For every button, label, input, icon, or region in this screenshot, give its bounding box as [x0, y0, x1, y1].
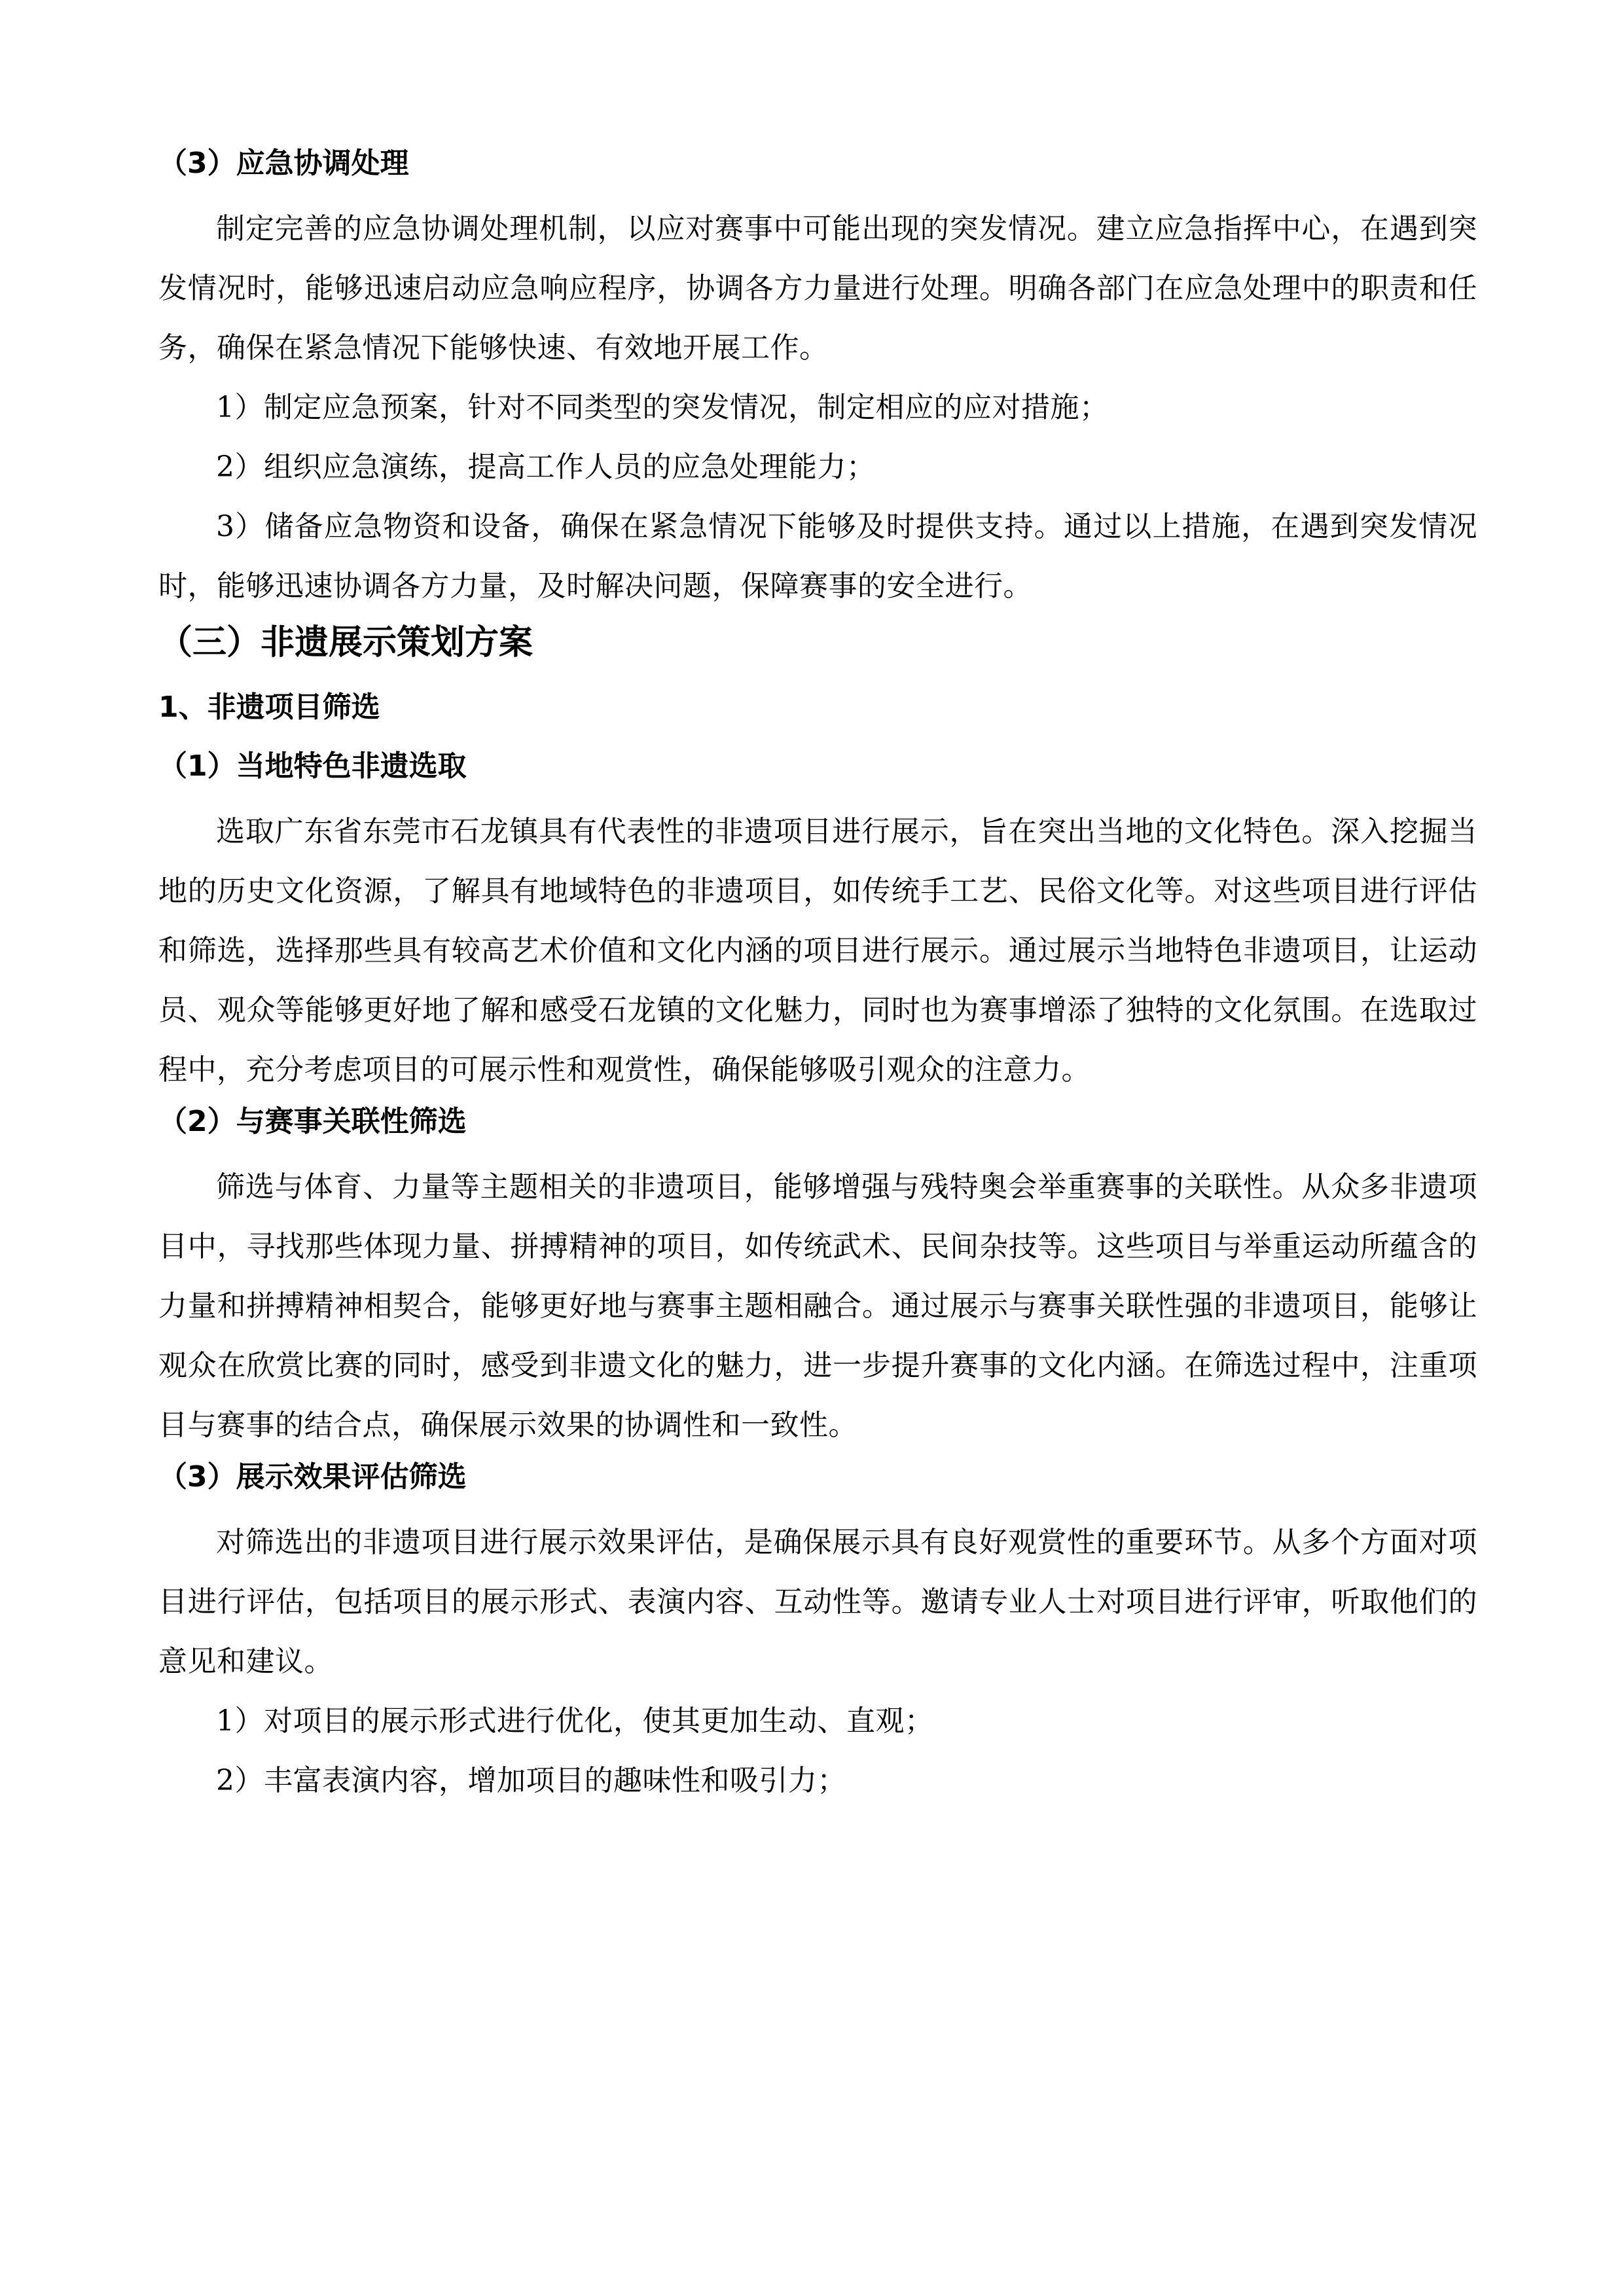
heading-display-evaluation: （3）展示效果评估筛选: [158, 1460, 467, 1494]
paragraph-local-heritage: 选取广东省东莞市石龙镇具有代表性的非遗项目进行展示，旨在突出当地的文化特色。深入挖掘当地的历史文化资源，了解具有地域特色的非遗项目，如传统手工艺、民俗文化等。对这些项目进行评估和筛选，选择那些具有较高艺术价值和文化内涵的项目进行展示。通过展示当地特色非遗项目，让运动员、观众等能够更好地了解和感受石龙镇的文化魅力，同时也为赛事增添了独特的文化氛围。在选取过程中，充分考虑项目的可展示性和观赏性，确保能够吸引观众的注意力。: [158, 815, 1477, 1086]
list-item-emergency-drill: 2）组织应急演练，提高工作人员的应急处理能力；: [216, 450, 876, 484]
heading-emergency-coordination: （3）应急协调处理: [158, 147, 409, 180]
list-item-emergency-supplies: 3）储备应急物资和设备，确保在紧急情况下能够及时提供支持。通过以上措施，在遇到突发情况时，能够迅速协调各方力量，及时解决问题，保障赛事的安全进行。: [158, 510, 1477, 603]
heading-heritage-display-plan: （三）非遗展示策划方案: [158, 623, 533, 662]
paragraph-event-relevance: 筛选与体育、力量等主题相关的非遗项目，能够增强与残特奥会举重赛事的关联性。从众多非遗项目中，寻找那些体现力量、拼搏精神的项目，如传统武术、民间杂技等。这些项目与举重运动所蕴含的力量和拼搏精神相契合，能够更好地与赛事主题相融合。通过展示与赛事关联性强的非遗项目，能够让观众在欣赏比赛的同时，感受到非遗文化的魅力，进一步提升赛事的文化内涵。在筛选过程中，注重项目与赛事的结合点，确保展示效果的协调性和一致性。: [158, 1170, 1477, 1442]
paragraph-emergency-mechanism: 制定完善的应急协调处理机制，以应对赛事中可能出现的突发情况。建立应急指挥中心，在遇到突发情况时，能够迅速启动应急响应程序，协调各方力量进行处理。明确各部门在应急处理中的职责和任务，确保在紧急情况下能够快速、有效地开展工作。: [158, 212, 1477, 365]
heading-heritage-selection: 1、非遗项目筛选: [158, 691, 380, 724]
list-item-optimize-form: 1）对项目的展示形式进行优化，使其更加生动、直观；: [216, 1704, 934, 1738]
heading-local-heritage: （1）当地特色非遗选取: [158, 749, 467, 783]
paragraph-display-evaluation: 对筛选出的非遗项目进行展示效果评估，是确保展示具有良好观赏性的重要环节。从多个方面对项目进行评估，包括项目的展示形式、表演内容、互动性等。邀请专业人士对项目进行评审，听取他们的意见和建议。: [158, 1526, 1477, 1678]
heading-event-relevance: （2）与赛事关联性筛选: [158, 1105, 467, 1138]
list-item-emergency-plan: 1）制定应急预案，针对不同类型的突发情况，制定相应的应对措施；: [216, 391, 1109, 424]
list-item-enrich-content: 2）丰富表演内容，增加项目的趣味性和吸引力；: [216, 1764, 846, 1797]
page-content: [158, 144, 1477, 1810]
